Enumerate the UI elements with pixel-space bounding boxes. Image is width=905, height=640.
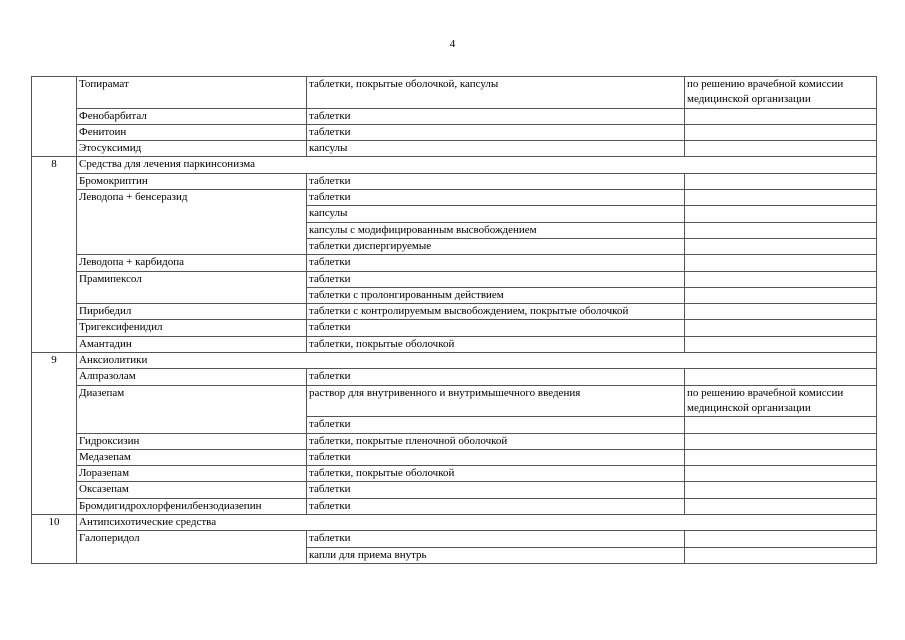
group-title: Анксиолитики <box>77 353 877 369</box>
dosage-form: таблетки с контролируемым высвобождением, покрытые оболочкой <box>307 304 685 320</box>
dispensing-note <box>685 466 877 482</box>
dosage-form: таблетки <box>307 449 685 465</box>
dispensing-note <box>685 320 877 336</box>
dispensing-note <box>685 287 877 303</box>
dosage-form: капли для приема внутрь <box>307 547 685 563</box>
dosage-form: таблетки <box>307 482 685 498</box>
drug-name: Этосуксимид <box>77 141 307 157</box>
drug-name: Бромдигидрохлорфенилбензодиазепин <box>77 498 307 514</box>
table-row <box>32 531 877 547</box>
dispensing-note <box>685 238 877 254</box>
dosage-form: таблетки, покрытые оболочкой <box>307 336 685 352</box>
dosage-form: таблетки <box>307 271 685 287</box>
dosage-form: таблетки диспергируемые <box>307 238 685 254</box>
dispensing-note <box>685 190 877 206</box>
group-row <box>32 353 877 369</box>
group-number: 10 <box>32 515 77 564</box>
table-row <box>32 466 877 482</box>
table-row <box>32 498 877 514</box>
dispensing-note <box>685 222 877 238</box>
dispensing-note <box>685 124 877 140</box>
dosage-form: таблетки <box>307 124 685 140</box>
group-row <box>32 515 877 531</box>
group-title: Антипсихотические средства <box>77 515 877 531</box>
page-number: 4 <box>449 38 456 50</box>
drug-name: Алпразолам <box>77 369 307 385</box>
dispensing-note <box>685 271 877 287</box>
dosage-form: раствор для внутривенного и внутримышечного введения <box>307 385 685 417</box>
dosage-form: таблетки, покрытые оболочкой <box>307 466 685 482</box>
dispensing-note: по решению врачебной комиссии медицинской организации <box>685 77 877 109</box>
table-row <box>32 271 877 287</box>
table-row <box>32 77 877 109</box>
table-row <box>32 124 877 140</box>
dispensing-note <box>685 336 877 352</box>
dosage-form: таблетки <box>307 498 685 514</box>
drug-name: Бромокриптин <box>77 173 307 189</box>
group-number: 8 <box>32 157 77 353</box>
dispensing-note <box>685 255 877 271</box>
drug-name: Пирибедил <box>77 304 307 320</box>
drug-name: Медазепам <box>77 449 307 465</box>
dosage-form: таблетки <box>307 190 685 206</box>
drug-name: Лоразепам <box>77 466 307 482</box>
table-row <box>32 255 877 271</box>
dosage-form: таблетки, покрытые оболочкой, капсулы <box>307 77 685 109</box>
dispensing-note <box>685 433 877 449</box>
table-row <box>32 190 877 206</box>
dosage-form: таблетки <box>307 320 685 336</box>
row-number <box>32 77 77 157</box>
dispensing-note <box>685 482 877 498</box>
table-row <box>32 482 877 498</box>
drug-name: Леводопа + бенсеразид <box>77 190 307 255</box>
dosage-form: таблетки <box>307 369 685 385</box>
drug-name: Леводопа + карбидопа <box>77 255 307 271</box>
dosage-form: капсулы <box>307 206 685 222</box>
table-row <box>32 385 877 417</box>
dispensing-note <box>685 547 877 563</box>
dispensing-note <box>685 304 877 320</box>
dispensing-note <box>685 449 877 465</box>
table-row <box>32 173 877 189</box>
drug-name: Фенобарбитал <box>77 108 307 124</box>
table-row <box>32 141 877 157</box>
dispensing-note <box>685 108 877 124</box>
dispensing-note <box>685 417 877 433</box>
dosage-form: капсулы <box>307 141 685 157</box>
group-row <box>32 157 877 173</box>
dispensing-note <box>685 206 877 222</box>
drug-name: Фенитоин <box>77 124 307 140</box>
drug-name: Оксазепам <box>77 482 307 498</box>
dosage-form: таблетки с пролонгированным действием <box>307 287 685 303</box>
table-row <box>32 320 877 336</box>
table-row <box>32 449 877 465</box>
drug-name: Топирамат <box>77 77 307 109</box>
dispensing-note: по решению врачебной комиссии медицинской организации <box>685 385 877 417</box>
drug-name: Прамипексол <box>77 271 307 304</box>
dispensing-note <box>685 498 877 514</box>
table-row <box>32 304 877 320</box>
dosage-form: таблетки <box>307 531 685 547</box>
drug-name: Гидроксизин <box>77 433 307 449</box>
dispensing-note <box>685 141 877 157</box>
drug-table <box>31 76 877 564</box>
dispensing-note <box>685 173 877 189</box>
dosage-form: капсулы с модифицированным высвобождением <box>307 222 685 238</box>
table-row <box>32 336 877 352</box>
dispensing-note <box>685 369 877 385</box>
dosage-form: таблетки <box>307 108 685 124</box>
dosage-form: таблетки, покрытые пленочной оболочкой <box>307 433 685 449</box>
drug-name: Диазепам <box>77 385 307 433</box>
drug-name: Галоперидол <box>77 531 307 564</box>
table-row <box>32 369 877 385</box>
group-title: Средства для лечения паркинсонизма <box>77 157 877 173</box>
group-number: 9 <box>32 353 77 515</box>
table-row <box>32 108 877 124</box>
dispensing-note <box>685 531 877 547</box>
drug-name: Тригексифенидил <box>77 320 307 336</box>
table-row <box>32 433 877 449</box>
drug-name: Амантадин <box>77 336 307 352</box>
dosage-form: таблетки <box>307 173 685 189</box>
dosage-form: таблетки <box>307 255 685 271</box>
dosage-form: таблетки <box>307 417 685 433</box>
